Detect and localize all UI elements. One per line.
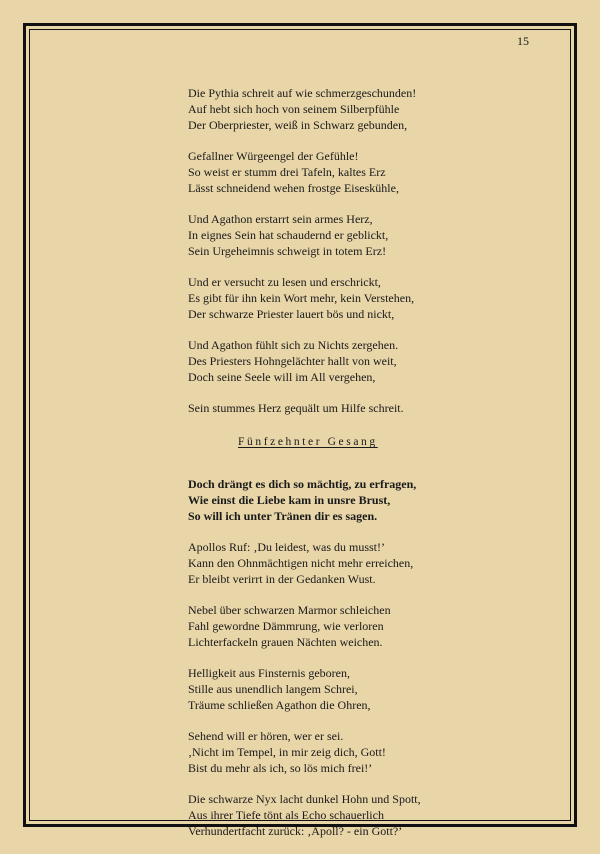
verse-line: Helligkeit aus Finsternis geboren,: [188, 666, 350, 680]
section-heading: Fünfzehnter Gesang: [238, 436, 378, 448]
poem-body: [188, 85, 488, 854]
verse-line: Verhundertfacht zurück: ‚Apoll? - ein Gott?’: [188, 824, 403, 838]
verse-line: Bist du mehr als ich, so lös mich frei!’: [188, 761, 373, 775]
stanza: [188, 602, 488, 650]
stanza: [188, 85, 488, 133]
verse-line: So weist er stumm drei Tafeln, kaltes Erz: [188, 165, 386, 179]
verse-line: Lichterfackeln grauen Nächten weichen.: [188, 635, 383, 649]
verse-line: Des Priesters Hohngelächter hallt von weit,: [188, 354, 397, 368]
verse-line: Die Pythia schreit auf wie schmerzgeschunden!: [188, 86, 417, 100]
stanza-bold: [188, 476, 488, 524]
verse-line: ‚Nicht im Tempel, in mir zeig dich, Gott!: [188, 745, 386, 759]
verse-line: Es gibt für ihn kein Wort mehr, kein Verstehen,: [188, 291, 415, 305]
stanza: [188, 337, 488, 385]
verse-line: Doch seine Seele will im All vergehen,: [188, 370, 376, 384]
stanza: [188, 539, 488, 587]
verse-line: Und Agathon erstarrt sein armes Herz,: [188, 212, 373, 226]
stanza: [188, 791, 488, 839]
stanza: [188, 400, 488, 416]
page-number: 15: [517, 34, 529, 48]
verse-line: Die schwarze Nyx lacht dunkel Hohn und Spott,: [188, 792, 421, 806]
verse-line: Sein Urgeheimnis schweigt in totem Erz!: [188, 244, 387, 258]
verse-line: Träume schließen Agathon die Ohren,: [188, 698, 371, 712]
verse-line: Und er versucht zu lesen und erschrickt,: [188, 275, 381, 289]
verse-line: Fahl gewordne Dämmrung, wie verloren: [188, 619, 384, 633]
verse-line: Aus ihrer Tiefe tönt als Echo schauerlich: [188, 808, 384, 822]
verse-line: Stille aus unendlich langem Schrei,: [188, 682, 358, 696]
verse-line: Der schwarze Priester lauert bös und nickt,: [188, 307, 395, 321]
verse-line: In eignes Sein hat schaudernd er geblickt,: [188, 228, 389, 242]
verse-line: Er bleibt verirrt in der Gedanken Wust.: [188, 572, 376, 586]
verse-line: Doch drängt es dich so mächtig, zu erfragen,: [188, 477, 417, 491]
verse-line: Sein stummes Herz gequält um Hilfe schreit.: [188, 401, 404, 415]
verse-line: Lässt schneidend wehen frostge Eiseskühle,: [188, 181, 399, 195]
verse-line: Auf hebt sich hoch von seinem Silberpfühle: [188, 102, 400, 116]
stanza: [188, 728, 488, 776]
verse-line: Und Agathon fühlt sich zu Nichts zergehen.: [188, 338, 399, 352]
verse-line: Nebel über schwarzen Marmor schleichen: [188, 603, 391, 617]
verse-line: Der Oberpriester, weiß in Schwarz gebunden,: [188, 118, 408, 132]
verse-line: Sehend will er hören, wer er sei.: [188, 729, 344, 743]
stanza: [188, 274, 488, 322]
verse-line: Kann den Ohnmächtigen nicht mehr erreichen,: [188, 556, 414, 570]
verse-line: Apollos Ruf: ‚Du leidest, was du musst!’: [188, 540, 385, 554]
stanza: [188, 211, 488, 259]
verse-line: Wie einst die Liebe kam in unsre Brust,: [188, 493, 391, 507]
verse-line: So will ich unter Tränen dir es sagen.: [188, 509, 378, 523]
stanza: [188, 148, 488, 196]
verse-line: Gefallner Würgeengel der Gefühle!: [188, 149, 359, 163]
stanza: [188, 665, 488, 713]
